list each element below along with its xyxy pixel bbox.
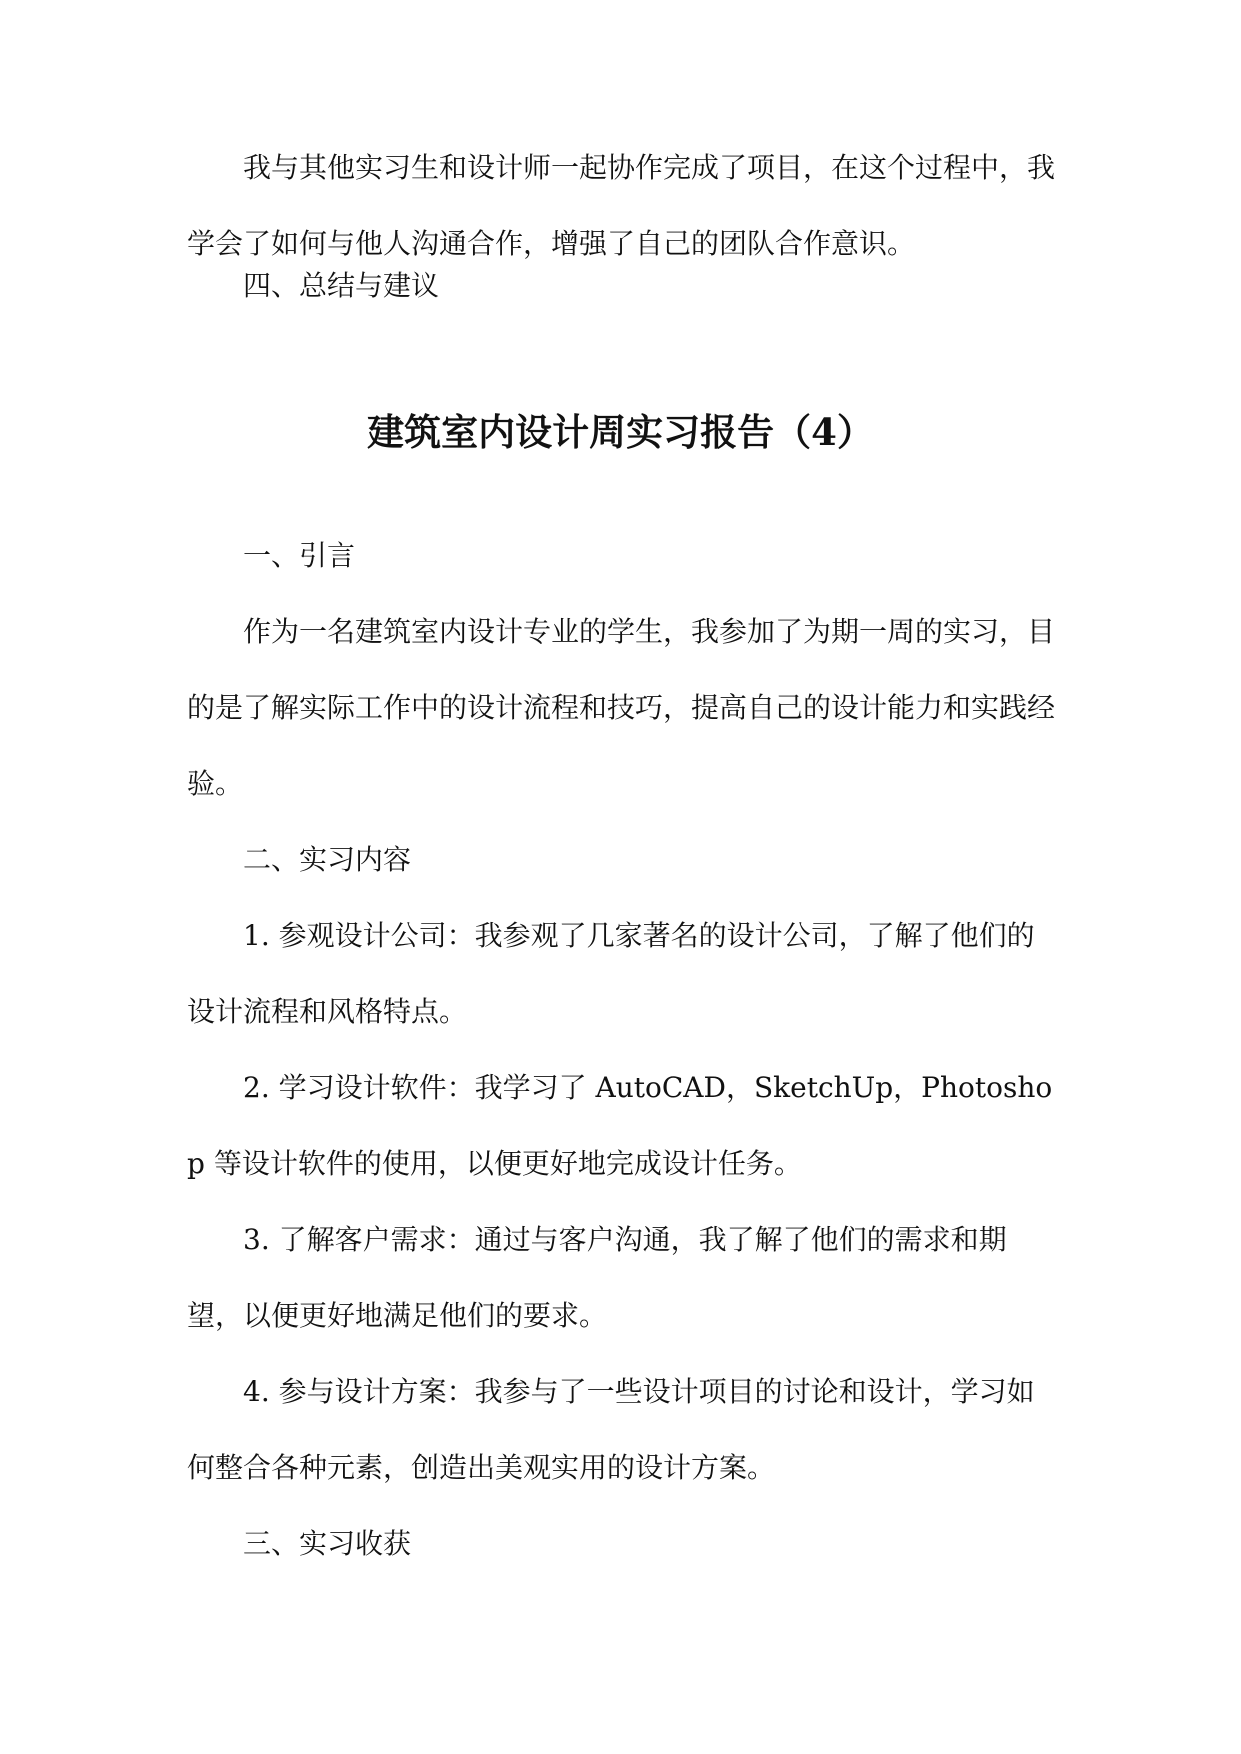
section-three-heading: 三、实习收获 — [243, 1527, 412, 1560]
top-paragraph: 我与其他实习生和设计师一起协作完成了项目，在这个过程中，我学会了如何与他人沟通合作，增强了自己的团队合作意识。 — [187, 151, 1056, 260]
intro-paragraph: 作为一名建筑室内设计专业的学生，我参加了为期一周的实习，目的是了解实际工作中的设计流程和技巧，提高自己的设计能力和实践经验。 — [187, 615, 1056, 800]
document-title: 建筑室内设计周实习报告（4） — [367, 410, 874, 454]
list-item-1: 1. 参观设计公司：我参观了几家著名的设计公司，了解了他们的设计流程和风格特点。 — [187, 919, 1035, 1028]
list-item-3: 3. 了解客户需求：通过与客户沟通，我了解了他们的需求和期望，以便更好地满足他们的要求。 — [187, 1223, 1007, 1332]
section-one-heading: 一、引言 — [243, 539, 356, 572]
list-item-4: 4. 参与设计方案：我参与了一些设计项目的讨论和设计，学习如何整合各种元素，创造出美观实用的设计方案。 — [187, 1375, 1035, 1484]
section-two-heading: 二、实习内容 — [243, 843, 412, 876]
section-four-heading: 四、总结与建议 — [243, 269, 440, 302]
list-item-2: 2. 学习设计软件：我学习了 AutoCAD，SketchUp，Photoshop 等设计软件的使用，以便更好地完成设计任务。 — [187, 1071, 1053, 1180]
